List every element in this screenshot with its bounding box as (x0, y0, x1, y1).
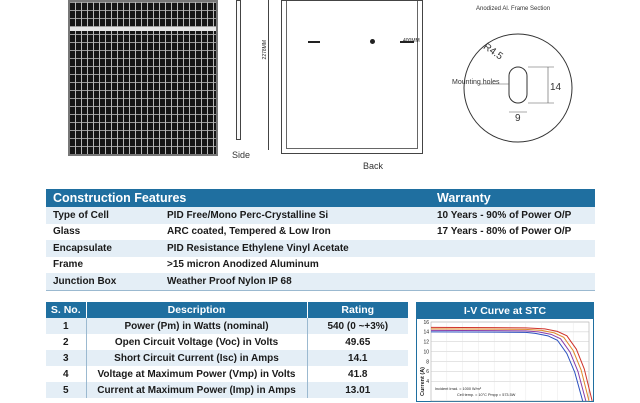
header-sno: S. No. (46, 302, 86, 318)
feature-name: Frame (53, 259, 84, 271)
iv-ytick-label: 16 (423, 319, 429, 326)
cell-description: Voltage at Maximum Power (Vmp) in Volts (86, 366, 307, 382)
module-back-drawing (281, 0, 423, 154)
iv-curve-ylabel: Current (A) (420, 367, 426, 397)
cell-rating: 14.1 (307, 350, 408, 366)
feature-name: Encapsulate (53, 242, 112, 254)
iv-ytick-label: 10 (423, 349, 429, 356)
iv-ytick-label: 12 (423, 339, 429, 346)
warranty-value: 10 Years - 90% of Power O/P (437, 209, 572, 221)
module-side-drawing (236, 0, 241, 140)
cell-description: Open Circuit Voltage (Voc) in Volts (86, 334, 307, 350)
warranty-title: Warranty (437, 191, 491, 205)
dimension-mount: 400MM (403, 38, 420, 44)
mounting-slot (509, 67, 527, 103)
dimension-outer: 2278MM (262, 40, 268, 60)
iv-ytick-label: 4 (426, 379, 429, 386)
cell-rating: 13.01 (307, 382, 408, 398)
table-row (46, 350, 408, 366)
header-rating: Rating (307, 302, 408, 318)
cell-rating: 41.8 (307, 366, 408, 382)
dimension-line-outer (268, 0, 269, 150)
cell-rating: 49.65 (307, 334, 408, 350)
detail-height: 14 (550, 82, 562, 93)
feature-name: Glass (53, 226, 81, 238)
frame-section-label: Anodized Al. Frame Section (476, 6, 551, 12)
specs-header-row (46, 302, 408, 318)
construction-features-table (46, 189, 595, 291)
module-front-drawing (68, 0, 218, 156)
feature-value: ARC coated, Tempered & Low Iron (167, 226, 331, 238)
mounting-holes-label: Mounting holes (452, 79, 500, 86)
iv-ytick-label: 6 (426, 369, 429, 376)
feature-name: Junction Box (53, 275, 117, 287)
cell-description: Current at Maximum Power (Imp) in Amps (86, 382, 307, 398)
iv-annotation-celltemp: Cell temp. = 10°C Pmpp = 573.5W (457, 393, 516, 397)
feature-value: PID Free/Mono Perc-Crystalline Si (167, 209, 329, 221)
construction-row (46, 207, 595, 224)
construction-row (46, 240, 595, 257)
construction-title: Construction Features (53, 191, 187, 205)
iv-annotation-irradiance: Incident Irrad. = 1000 W/m² (435, 387, 482, 391)
module-front-divider (70, 27, 216, 31)
construction-header (46, 189, 595, 207)
back-frame-inner (286, 1, 418, 149)
mounting-hole-detail (452, 32, 574, 144)
iv-curve-panel (416, 302, 594, 402)
iv-curve-title: I-V Curve at STC (417, 303, 593, 319)
iv-ytick-label: 8 (426, 359, 429, 366)
mount-bar-left (308, 41, 320, 43)
table-row (46, 382, 408, 398)
back-label: Back (363, 161, 384, 171)
electrical-specs-table (46, 302, 408, 398)
feature-value: >15 micron Anodized Aluminum (167, 259, 319, 271)
iv-tick-labels (423, 320, 429, 385)
construction-row (46, 273, 595, 290)
mount-dot-center (370, 39, 375, 44)
detail-width: 9 (515, 113, 521, 124)
feature-value: PID Resistance Ethylene Vinyl Acetate (167, 242, 349, 254)
cell-sno: 3 (46, 350, 86, 366)
iv-curve-chart (417, 319, 595, 403)
detail-radius: R4.5 (481, 41, 505, 63)
table-row (46, 366, 408, 382)
feature-name: Type of Cell (53, 209, 109, 221)
cell-rating: 540 (0 ~+3%) (307, 318, 408, 334)
table-row (46, 318, 408, 334)
feature-value: Weather Proof Nylon IP 68 (167, 275, 292, 287)
side-label: Side (232, 150, 251, 160)
cell-sno: 1 (46, 318, 86, 334)
iv-ytick-label: 14 (423, 329, 429, 336)
construction-row (46, 224, 595, 241)
cell-description: Short Circuit Current (Isc) in Amps (86, 350, 307, 366)
table-row (46, 334, 408, 350)
cell-sno: 2 (46, 334, 86, 350)
construction-row (46, 257, 595, 274)
cell-sno: 5 (46, 382, 86, 398)
header-description: Description (86, 302, 307, 318)
construction-rows (46, 207, 595, 291)
cell-description: Power (Pm) in Watts (nominal) (86, 318, 307, 334)
cell-sno: 4 (46, 366, 86, 382)
warranty-value: 17 Years - 80% of Power O/P (437, 226, 572, 238)
